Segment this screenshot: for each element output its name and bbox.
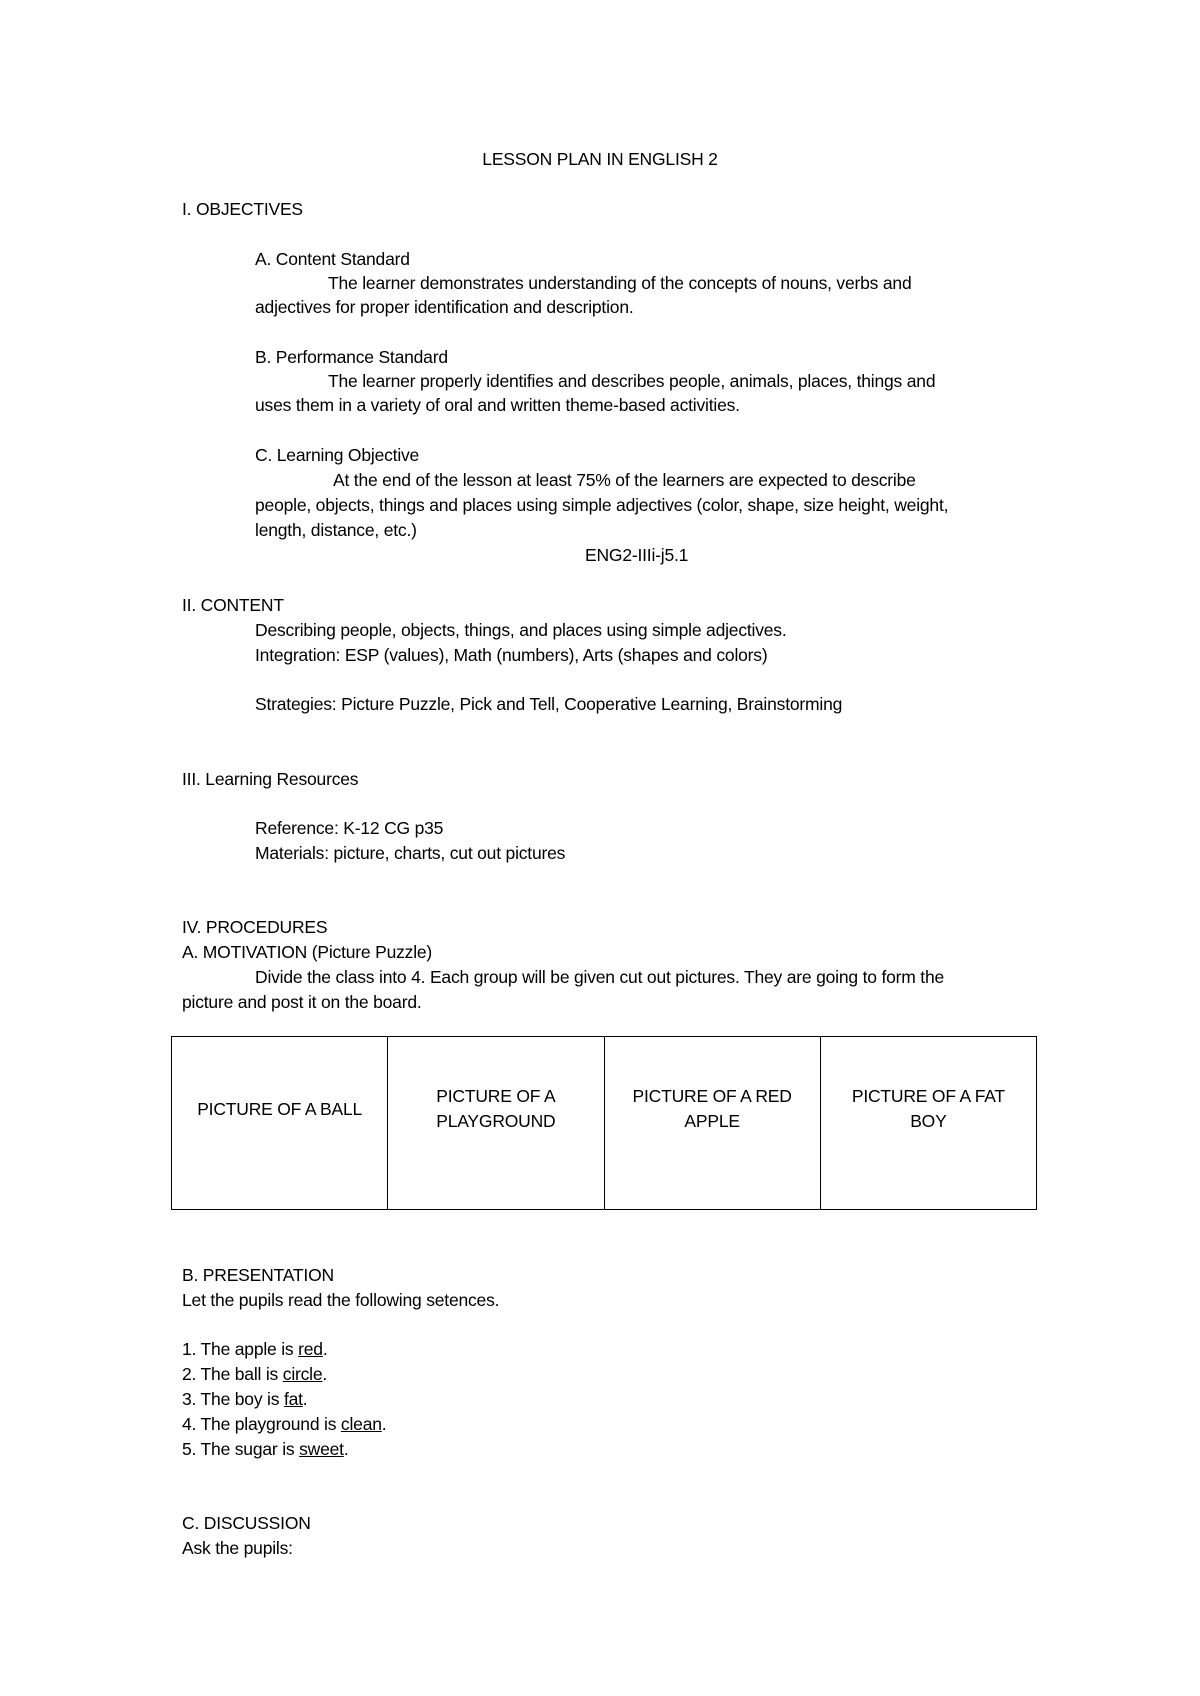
- content-standard-heading: A. Content Standard: [255, 249, 410, 269]
- sentence-text: 5. The sugar is: [182, 1439, 300, 1459]
- underlined-adjective: clean: [340, 1414, 382, 1434]
- sentence-period: .: [302, 1389, 308, 1409]
- underlined-adjective: circle: [282, 1364, 323, 1384]
- picture-cell-playground: PICTURE OF A PLAYGROUND: [388, 1037, 604, 1210]
- learning-objective-heading: C. Learning Objective: [255, 445, 420, 465]
- learning-objective-line-3: length, distance, etc.): [255, 520, 417, 540]
- picture-cell-fat-boy: PICTURE OF A FAT BOY: [820, 1037, 1036, 1210]
- competency-code: ENG2-IIIi-j5.1: [585, 545, 689, 565]
- procedures-heading: IV. PROCEDURES: [182, 917, 328, 937]
- sentence-item: [182, 1413, 386, 1435]
- content-heading: II. CONTENT: [182, 595, 284, 615]
- sentence-text: 1. The apple is: [182, 1339, 299, 1359]
- content-line-2: Integration: ESP (values), Math (numbers), Arts (shapes and colors): [255, 645, 768, 665]
- underlined-adjective: red: [298, 1339, 323, 1359]
- presentation-instruction: Let the pupils read the following setences.: [182, 1290, 500, 1310]
- underlined-adjective: sweet: [299, 1439, 344, 1459]
- presentation-heading: B. PRESENTATION: [182, 1265, 334, 1285]
- discussion-heading: C. DISCUSSION: [182, 1513, 311, 1533]
- objectives-heading: I. OBJECTIVES: [182, 199, 303, 219]
- content-standard-line-2: adjectives for proper identification and description.: [255, 297, 634, 317]
- content-line-1: Describing people, objects, things, and places using simple adjectives.: [255, 620, 787, 640]
- motivation-line-2: picture and post it on the board.: [182, 992, 422, 1012]
- materials-line: Materials: picture, charts, cut out pictures: [255, 843, 566, 863]
- sentence-period: .: [343, 1439, 349, 1459]
- resources-heading: III. Learning Resources: [182, 769, 359, 789]
- performance-standard-line-1: The learner properly identifies and describes people, animals, places, things and: [328, 371, 936, 391]
- sentence-item: [182, 1363, 327, 1385]
- document-title: LESSON PLAN IN ENGLISH 2: [482, 149, 718, 169]
- sentence-text: 2. The ball is: [182, 1364, 283, 1384]
- table-row: [172, 1037, 1037, 1210]
- underlined-adjective: fat: [283, 1389, 303, 1409]
- sentence-text: 4. The playground is: [182, 1414, 341, 1434]
- sentence-period: .: [322, 1339, 328, 1359]
- sentence-text: 3. The boy is: [182, 1389, 284, 1409]
- picture-puzzle-table: [171, 1036, 1037, 1210]
- discussion-instruction: Ask the pupils:: [182, 1538, 293, 1558]
- learning-objective-line-2: people, objects, things and places using simple adjectives (color, shape, size height, weight,: [255, 495, 949, 515]
- sentence-period: .: [381, 1414, 387, 1434]
- sentence-item: [182, 1438, 349, 1460]
- performance-standard-heading: B. Performance Standard: [255, 347, 448, 367]
- learning-objective-line-1: At the end of the lesson at least 75% of the learners are expected to describe: [333, 470, 916, 490]
- picture-cell-red-apple: PICTURE OF A RED APPLE: [604, 1037, 820, 1210]
- motivation-line-1: Divide the class into 4. Each group will be given cut out pictures. They are going to form the: [255, 967, 945, 987]
- strategies-line: Strategies: Picture Puzzle, Pick and Tell, Cooperative Learning, Brainstorming: [255, 694, 843, 714]
- performance-standard-line-2: uses them in a variety of oral and written theme-based activities.: [255, 395, 740, 415]
- sentence-period: .: [322, 1364, 328, 1384]
- content-standard-line-1: The learner demonstrates understanding of the concepts of nouns, verbs and: [328, 273, 912, 293]
- motivation-heading: A. MOTIVATION (Picture Puzzle): [182, 942, 433, 962]
- sentence-item: [182, 1388, 307, 1410]
- sentence-item: [182, 1338, 328, 1360]
- reference-line: Reference: K-12 CG p35: [255, 818, 444, 838]
- picture-cell-ball: PICTURE OF A BALL: [172, 1037, 388, 1210]
